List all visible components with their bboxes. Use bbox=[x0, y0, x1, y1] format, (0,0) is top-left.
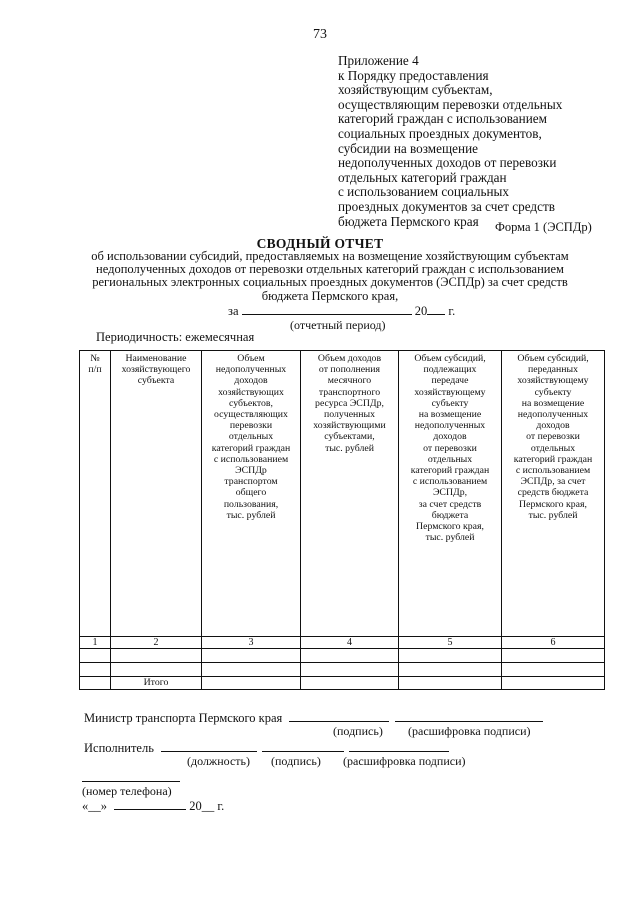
table-cell bbox=[399, 649, 502, 663]
header-line: Объем bbox=[237, 353, 265, 364]
column-number: 2 bbox=[111, 637, 202, 649]
table-row bbox=[80, 663, 605, 677]
column-number: 1 bbox=[80, 637, 111, 649]
periodicity: Периодичность: ежемесячная bbox=[96, 330, 255, 344]
date-year-blank: __ bbox=[201, 799, 215, 813]
appendix-line: бюджета Пермского края bbox=[338, 213, 479, 229]
header-line: на возмещение bbox=[418, 409, 482, 421]
table-header-row bbox=[80, 351, 605, 637]
header-line: Объем доходов bbox=[317, 353, 382, 364]
header-line: хозяйствующего bbox=[121, 364, 191, 376]
table-cell bbox=[80, 677, 111, 690]
minister-signature-caption: (подпись) bbox=[333, 724, 383, 738]
header-line: за счет средств bbox=[418, 498, 482, 510]
column-number-row bbox=[80, 637, 605, 649]
header-line: передаче bbox=[431, 375, 469, 387]
minister-label: Министр транспорта Пермского края bbox=[84, 711, 283, 725]
header-line: категорий граждан bbox=[211, 442, 291, 454]
header-line: категорий граждан bbox=[513, 453, 593, 465]
report-subtitle bbox=[50, 250, 610, 303]
table-cell bbox=[202, 677, 301, 690]
header-line: субъекта bbox=[137, 375, 175, 387]
header-line: с использованием bbox=[515, 465, 591, 477]
appendix-line: к Порядку предоставления bbox=[338, 67, 489, 83]
executor-signature-blank bbox=[262, 740, 344, 752]
header-line: на возмещение bbox=[521, 397, 585, 409]
table-cell bbox=[399, 663, 502, 677]
appendix-line: отдельных категорий граждан bbox=[338, 169, 507, 185]
executor-name-caption: (расшифровка подписи) bbox=[343, 754, 466, 768]
reporting-period-line bbox=[228, 303, 455, 319]
header-cell-col3 bbox=[202, 351, 301, 637]
table-row bbox=[80, 649, 605, 663]
header-line: № bbox=[90, 353, 100, 364]
appendix-line: категорий граждан с использованием bbox=[338, 111, 547, 127]
header-line: тыс. рублей bbox=[226, 509, 276, 521]
date-month-blank bbox=[114, 798, 186, 810]
appendix-line: Приложение 4 bbox=[338, 53, 419, 68]
period-caption: (отчетный период) bbox=[290, 318, 386, 332]
table-cell bbox=[202, 663, 301, 677]
date-year-suffix: г. bbox=[217, 799, 225, 813]
period-year-prefix: 20 bbox=[414, 304, 428, 318]
column-number: 4 bbox=[301, 637, 399, 649]
executor-position-blank bbox=[161, 740, 257, 752]
header-line: хозяйствующему bbox=[517, 375, 589, 387]
executor-signature-caption: (подпись) bbox=[271, 754, 321, 768]
table-cell bbox=[202, 649, 301, 663]
appendix-line: субсидии на возмещение bbox=[338, 140, 478, 156]
header-line: отдельных bbox=[427, 453, 473, 465]
minister-signature-blank bbox=[289, 710, 389, 722]
period-year-suffix: г. bbox=[448, 304, 456, 318]
form-code: Форма 1 (ЭСПДр) bbox=[495, 220, 592, 234]
table-cell bbox=[111, 649, 202, 663]
subtitle-line: об использовании субсидий, предоставляемых на возмещение хозяйствующим субъектам bbox=[91, 249, 569, 263]
executor-label: Исполнитель bbox=[84, 741, 154, 755]
header-line: доходов bbox=[536, 420, 570, 432]
minister-name-blank bbox=[395, 710, 543, 722]
header-line: Пермского края, bbox=[416, 521, 484, 533]
page-number: 73 bbox=[313, 27, 327, 42]
appendix-line: осуществляющим перевозки отдельных bbox=[338, 96, 563, 112]
table-cell bbox=[111, 663, 202, 677]
header-line: осуществляющих bbox=[214, 409, 288, 421]
header-line: общего bbox=[235, 487, 267, 499]
header-line: от перевозки bbox=[423, 442, 477, 454]
header-line: субъектов, bbox=[229, 397, 273, 409]
header-cell-col4 bbox=[301, 351, 399, 637]
header-line: Объем субсидий, bbox=[517, 353, 589, 364]
header-line: с использованием bbox=[412, 476, 488, 488]
date-line bbox=[82, 798, 224, 814]
header-line: категорий граждан bbox=[410, 465, 490, 477]
header-line: недополученных bbox=[215, 364, 287, 376]
total-label: Итого bbox=[111, 677, 202, 690]
header-cell-col6 bbox=[502, 351, 605, 637]
table-cell bbox=[502, 649, 605, 663]
column-number: 3 bbox=[202, 637, 301, 649]
header-line: месячного bbox=[327, 375, 372, 387]
header-line: недополученных bbox=[517, 409, 589, 421]
header-line: отдельных bbox=[228, 431, 274, 443]
table-cell bbox=[502, 677, 605, 690]
date-year-prefix: 20 bbox=[189, 799, 202, 813]
appendix-line: недополученных доходов от перевозки bbox=[338, 155, 557, 171]
header-line: перевозки bbox=[229, 420, 273, 432]
executor-name-blank bbox=[349, 740, 449, 752]
header-line: от перевозки bbox=[526, 431, 580, 443]
header-line: транспортного bbox=[318, 386, 381, 398]
header-line: транспортом bbox=[224, 476, 278, 488]
appendix-line: социальных проездных документов, bbox=[338, 125, 542, 141]
header-line: средств бюджета bbox=[517, 487, 589, 499]
header-line: ЭСПДр, bbox=[432, 487, 468, 499]
header-line: тыс. рублей bbox=[325, 442, 374, 454]
header-line: хозяйствующих bbox=[218, 386, 284, 398]
header-line: подлежащих bbox=[423, 364, 477, 376]
header-line: пользования, bbox=[223, 498, 279, 510]
period-prefix: за bbox=[228, 304, 239, 318]
header-line: субъекту bbox=[431, 397, 469, 409]
header-line: хозяйствующему bbox=[414, 386, 486, 398]
header-cell-col1 bbox=[80, 351, 111, 637]
date-day-blank: __ bbox=[88, 799, 101, 813]
table-cell bbox=[301, 649, 399, 663]
date-open-quote: « bbox=[82, 799, 89, 813]
header-line: Объем субсидий, bbox=[414, 353, 486, 364]
header-line: субъекту bbox=[534, 386, 572, 398]
header-line: хозяйствующими bbox=[313, 420, 386, 432]
header-line: доходов bbox=[433, 431, 467, 443]
report-title: СВОДНЫЙ ОТЧЕТ bbox=[256, 236, 384, 251]
subtitle-line: бюджета Пермского края, bbox=[261, 288, 399, 303]
date-close-quote: » bbox=[100, 799, 107, 813]
table-cell bbox=[301, 677, 399, 690]
header-line: недополученных bbox=[414, 420, 486, 432]
subtitle-line: региональных электронных социальных проездных документов (ЭСПДр) за счет средств bbox=[92, 275, 568, 290]
table-cell bbox=[399, 677, 502, 690]
header-cell-col5 bbox=[399, 351, 502, 637]
subtitle-line: недополученных доходов от перевозки отдельных категорий граждан с использованием bbox=[96, 262, 564, 277]
executor-position-caption: (должность) bbox=[187, 754, 250, 768]
header-line: тыс. рублей bbox=[528, 509, 578, 521]
column-number: 6 bbox=[502, 637, 605, 649]
minister-name-caption: (расшифровка подписи) bbox=[408, 724, 531, 738]
header-line: бюджета bbox=[431, 509, 469, 521]
header-line: субъектами, bbox=[324, 431, 375, 443]
table-cell bbox=[502, 663, 605, 677]
phone-caption: (номер телефона) bbox=[82, 784, 172, 798]
header-line: от пополнения bbox=[318, 364, 381, 376]
header-line: доходов bbox=[234, 375, 268, 387]
appendix-line: проездных документов за счет средств bbox=[338, 198, 555, 214]
appendix-line: с использованием социальных bbox=[338, 184, 510, 200]
table-cell bbox=[80, 663, 111, 677]
header-line: ЭСПДр bbox=[235, 465, 267, 477]
header-cell-col2 bbox=[111, 351, 202, 637]
header-line: ЭСПДр, за счет bbox=[520, 476, 586, 488]
header-line: тыс. рублей bbox=[425, 532, 475, 544]
appendix-line: хозяйствующим субъектам, bbox=[338, 82, 493, 98]
report-table bbox=[79, 350, 605, 690]
period-blank bbox=[242, 303, 412, 315]
header-line: п/п bbox=[88, 364, 102, 376]
phone-blank bbox=[82, 781, 180, 782]
header-line: Наименование bbox=[125, 353, 187, 364]
header-line: с использованием bbox=[213, 453, 289, 465]
period-year-blank bbox=[427, 303, 445, 315]
column-number: 5 bbox=[399, 637, 502, 649]
table-cell bbox=[301, 663, 399, 677]
header-line: полученных bbox=[323, 409, 376, 421]
table-cell bbox=[80, 649, 111, 663]
header-line: переданных bbox=[527, 364, 578, 376]
header-line: Пермского края, bbox=[519, 498, 587, 510]
appendix-note bbox=[338, 54, 628, 229]
total-row bbox=[80, 677, 605, 690]
header-line: ресурса ЭСПДр, bbox=[315, 397, 384, 409]
header-line: отдельных bbox=[530, 442, 576, 454]
